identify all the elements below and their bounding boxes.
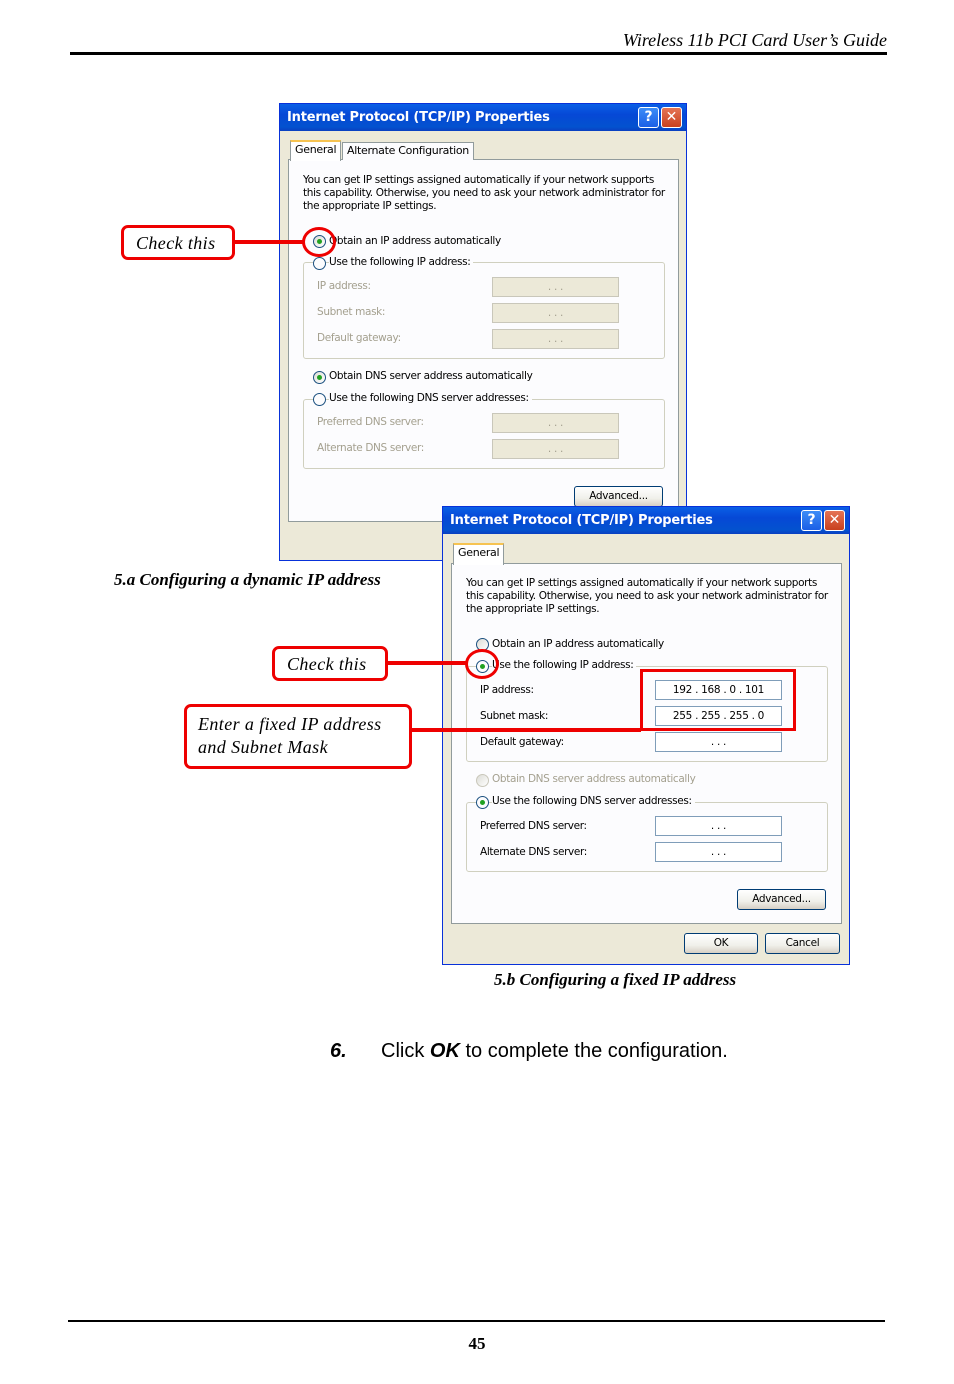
cancel-button[interactable]: Cancel [765,933,840,954]
default-gateway-field[interactable]: . . . [655,732,782,752]
preferred-dns-label: Preferred DNS server: [317,416,424,428]
advanced-button[interactable]: Advanced... [574,486,663,507]
radio-obtain-ip-auto-label: Obtain an IP address automatically [329,235,501,247]
subnet-mask-label: Subnet mask: [480,710,549,722]
close-button[interactable]: ✕ [824,510,845,531]
alternate-dns-label: Alternate DNS server: [317,442,424,454]
radio-obtain-dns-auto-label: Obtain DNS server address automatically [329,370,533,382]
dialog-title: Internet Protocol (TCP/IP) Properties [450,513,713,528]
help-button[interactable]: ? [638,107,659,128]
callout-connector-ip-box [412,728,641,732]
radio-use-static-dns-label: Use the following DNS server addresses: [329,392,532,405]
intro-line-1: You can get IP settings assigned automatically if your network supports [466,577,817,589]
callout-enter-fixed-ip-line2: and Subnet Mask [198,737,328,757]
ip-address-label: IP address: [317,280,371,292]
title-bar [443,507,849,534]
caption-dynamic-ip: 5.a Configuring a dynamic IP address [114,570,381,589]
alternate-dns-field[interactable]: . . . [492,439,619,459]
highlight-box-ip-mask [640,669,796,731]
callout-enter-fixed-ip [184,704,412,769]
callout-check-this-fixed-text: Check this [287,654,367,674]
ok-button[interactable]: OK [684,933,758,954]
dialog-title: Internet Protocol (TCP/IP) Properties [287,110,550,125]
radio-use-static-ip-label: Use the following IP address: [329,256,473,269]
callout-check-this-dynamic [121,225,235,260]
preferred-dns-label: Preferred DNS server: [480,820,587,832]
radio-use-static-dns[interactable] [476,796,489,809]
caption-fixed-ip: 5.b Configuring a fixed IP address [494,970,737,989]
tcpip-dialog-fixed [442,506,850,965]
radio-obtain-dns-auto[interactable] [313,371,326,384]
default-gateway-label: Default gateway: [480,736,564,748]
footer-rule [68,1320,885,1322]
radio-use-static-dns[interactable] [313,393,326,406]
alternate-dns-label: Alternate DNS server: [480,846,587,858]
page-number: 45 [468,1334,486,1353]
default-gateway-label: Default gateway: [317,332,401,344]
tab-alternate-configuration[interactable]: Alternate Configuration [342,142,474,160]
radio-use-static-ip[interactable] [313,257,326,270]
subnet-mask-label: Subnet mask: [317,306,386,318]
step-text [381,1040,728,1063]
subnet-mask-field[interactable]: . . . [492,303,619,323]
callout-enter-fixed-ip-line1: Enter a fixed IP address [198,714,382,734]
step-prefix: Click [381,1040,425,1062]
highlight-ring-obtain-ip [302,227,336,257]
step-suffix: to complete the configuration. [465,1040,728,1062]
close-button[interactable]: ✕ [661,107,682,128]
step-bold-ok: OK [429,1040,460,1062]
callout-check-this-fixed [272,646,388,681]
radio-use-static-dns-label: Use the following DNS server addresses: [492,795,695,808]
advanced-button[interactable]: Advanced... [737,889,826,910]
callout-check-this-dynamic-text: Check this [136,233,216,253]
radio-obtain-dns-auto[interactable] [476,774,489,787]
intro-line-1: You can get IP settings assigned automatically if your network supports [303,174,654,186]
radio-obtain-dns-auto-label: Obtain DNS server address automatically [492,773,696,785]
intro-line-3: the appropriate IP settings. [303,200,437,212]
preferred-dns-field[interactable]: . . . [655,816,782,836]
tcpip-dialog-dynamic [279,103,687,561]
subnet-mask-field[interactable]: 255 . 255 . 255 . 0 [655,706,782,726]
callout-connector-dynamic [235,240,303,244]
radio-use-static-ip-label: Use the following IP address: [492,659,636,672]
callout-connector-fixed [388,661,466,665]
alternate-dns-field[interactable]: . . . [655,842,782,862]
default-gateway-field[interactable]: . . . [492,329,619,349]
ip-address-field[interactable]: . . . [492,277,619,297]
running-header: Wireless 11b PCI Card User’s Guide [622,30,887,50]
header-rule [70,52,887,55]
intro-line-3: the appropriate IP settings. [466,603,600,615]
intro-line-2: this capability. Otherwise, you need to ask your network administrator for [466,590,828,602]
highlight-ring-static-ip [465,649,499,679]
help-button[interactable]: ? [801,510,822,531]
preferred-dns-field[interactable]: . . . [492,413,619,433]
tab-general[interactable]: General [453,543,504,565]
ip-address-label: IP address: [480,684,534,696]
radio-obtain-ip-auto-label: Obtain an IP address automatically [492,638,664,650]
intro-line-2: this capability. Otherwise, you need to ask your network administrator for [303,187,665,199]
title-bar [280,104,686,131]
ip-address-field[interactable]: 192 . 168 . 0 . 101 [655,680,782,700]
step-number: 6. [330,1040,347,1062]
tab-general[interactable]: General [290,140,341,161]
